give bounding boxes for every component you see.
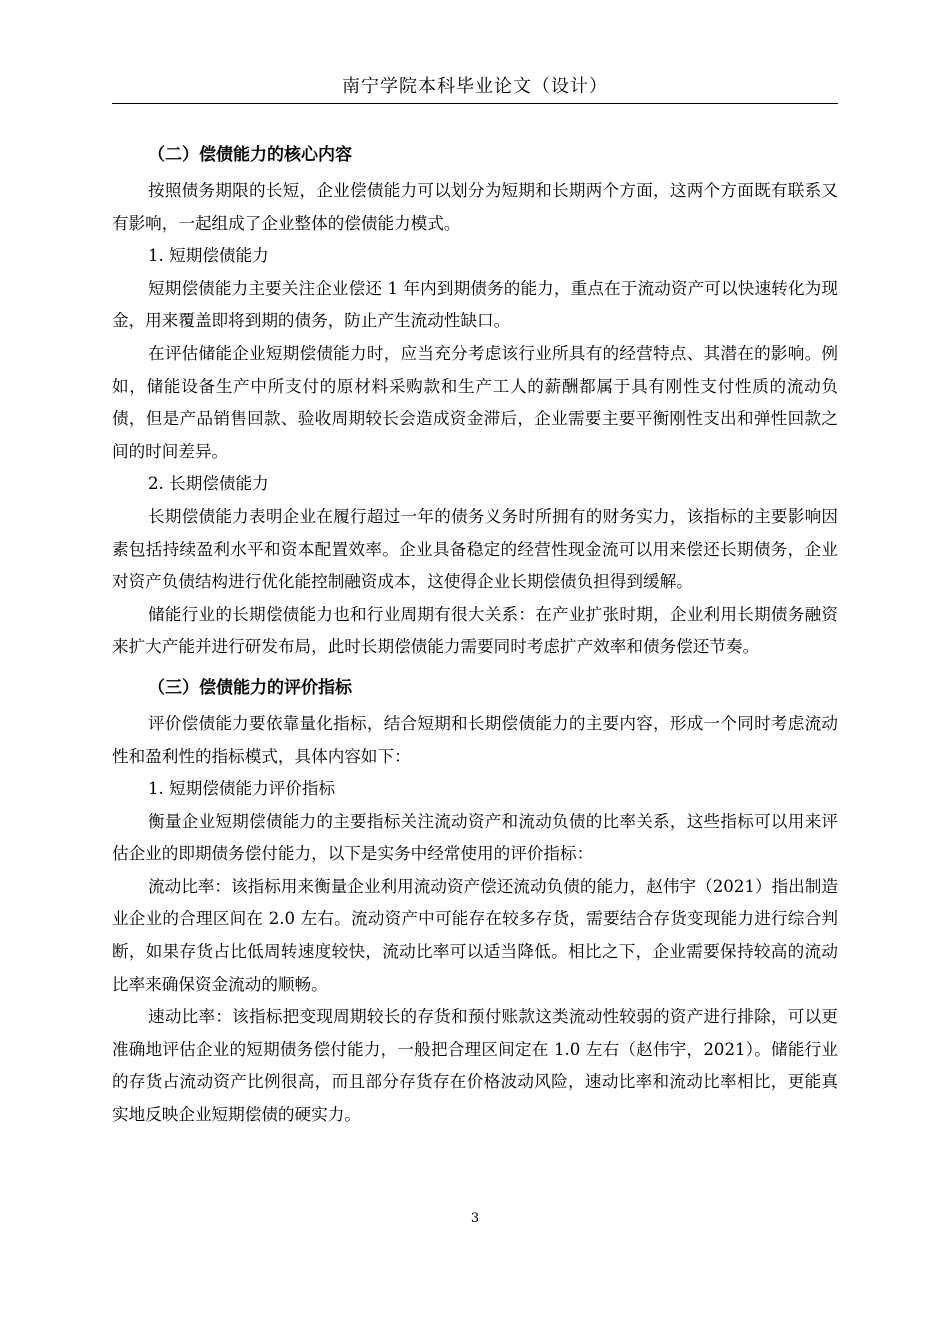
section-heading-core-content: （二）偿债能力的核心内容: [148, 145, 352, 165]
paragraph-current-ratio: 流动比率：该指标用来衡量企业利用流动资产偿还流动负债的能力，赵伟宇（2021）指出制造业企业的合理区间在 2.0 左右。流动资产中可能存在较多存货，需要结合存货变现能力进行综合判断，如果存货占比低周转速度较快，流动比率可以适当降低。相比之下，企业需要保持较高的流动比率来确保资金流动的顺畅。: [112, 876, 838, 994]
document-body: [112, 135, 838, 1132]
paragraph: 按照债务期限的长短，企业偿债能力可以划分为短期和长期两个方面，这两个方面既有联系又有影响，一起组成了企业整体的偿债能力模式。: [112, 181, 838, 233]
page-number: 3: [470, 1211, 480, 1226]
subheading-short-term: 1. 短期偿债能力: [148, 246, 269, 266]
paragraph: 长期偿债能力表明企业在履行超过一年的债务义务时所拥有的财务实力，该指标的主要影响因素包括持续盈利水平和资本配置效率。企业具备稳定的经营性现金流可以用来偿还长期债务，企业对资产负债结构进行优化能控制融资成本，这使得企业长期偿债负担得到缓解。: [112, 506, 838, 592]
subheading-long-term: 2. 长期偿债能力: [148, 474, 269, 494]
subheading-short-term-indicators: 1. 短期偿债能力评价指标: [148, 779, 336, 799]
paragraph: 衡量企业短期偿债能力的主要指标关注流动资产和流动负债的比率关系，这些指标可以用来评估企业的即期债务偿付能力，以下是实务中经常使用的评价指标：: [112, 811, 838, 864]
paragraph: 评价偿债能力要依靠量化指标，结合短期和长期偿债能力的主要内容，形成一个同时考虑流动性和盈利性的指标模式，具体内容如下：: [112, 713, 838, 766]
header-rule: [112, 103, 838, 104]
paragraph: 短期偿债能力主要关注企业偿还 1 年内到期债务的能力，重点在于流动资产可以快速转化为现金，用来覆盖即将到期的债务，防止产生流动性缺口。: [112, 278, 838, 331]
section-heading-evaluation-indicators: （三）偿债能力的评价指标: [148, 677, 352, 698]
paragraph: 在评估储能企业短期偿债能力时，应当充分考虑该行业所具有的经营特点、其潜在的影响。例如，储能设备生产中所支付的原材料采购款和生产工人的薪酬都属于具有刚性支付性质的流动负债，但是产品销售回款、验收周期较长会造成资金滞后，企业需要主要平衡刚性支出和弹性回款之间的时间差异。: [112, 343, 838, 461]
paragraph-quick-ratio: 速动比率：该指标把变现周期较长的存货和预付账款这类流动性较弱的资产进行排除，可以更准确地评估企业的短期债务偿付能力，一般把合理区间定在 1.0 左右（赵伟宇，2021）。储能行业的存货占流动资产比例很高，而且部分存货存在价格波动风险，速动比率和流动比率相比，更能真实地反映企业短期偿债的硬实力。: [112, 1007, 838, 1125]
paragraph: 储能行业的长期偿债能力也和行业周期有很大关系：在产业扩张时期，企业利用长期债务融资来扩大产能并进行研发布局，此时长期偿债能力需要同时考虑扩产效率和债务偿还节奏。: [112, 604, 838, 657]
running-header: 南宁学院本科毕业论文（设计）: [342, 76, 608, 97]
